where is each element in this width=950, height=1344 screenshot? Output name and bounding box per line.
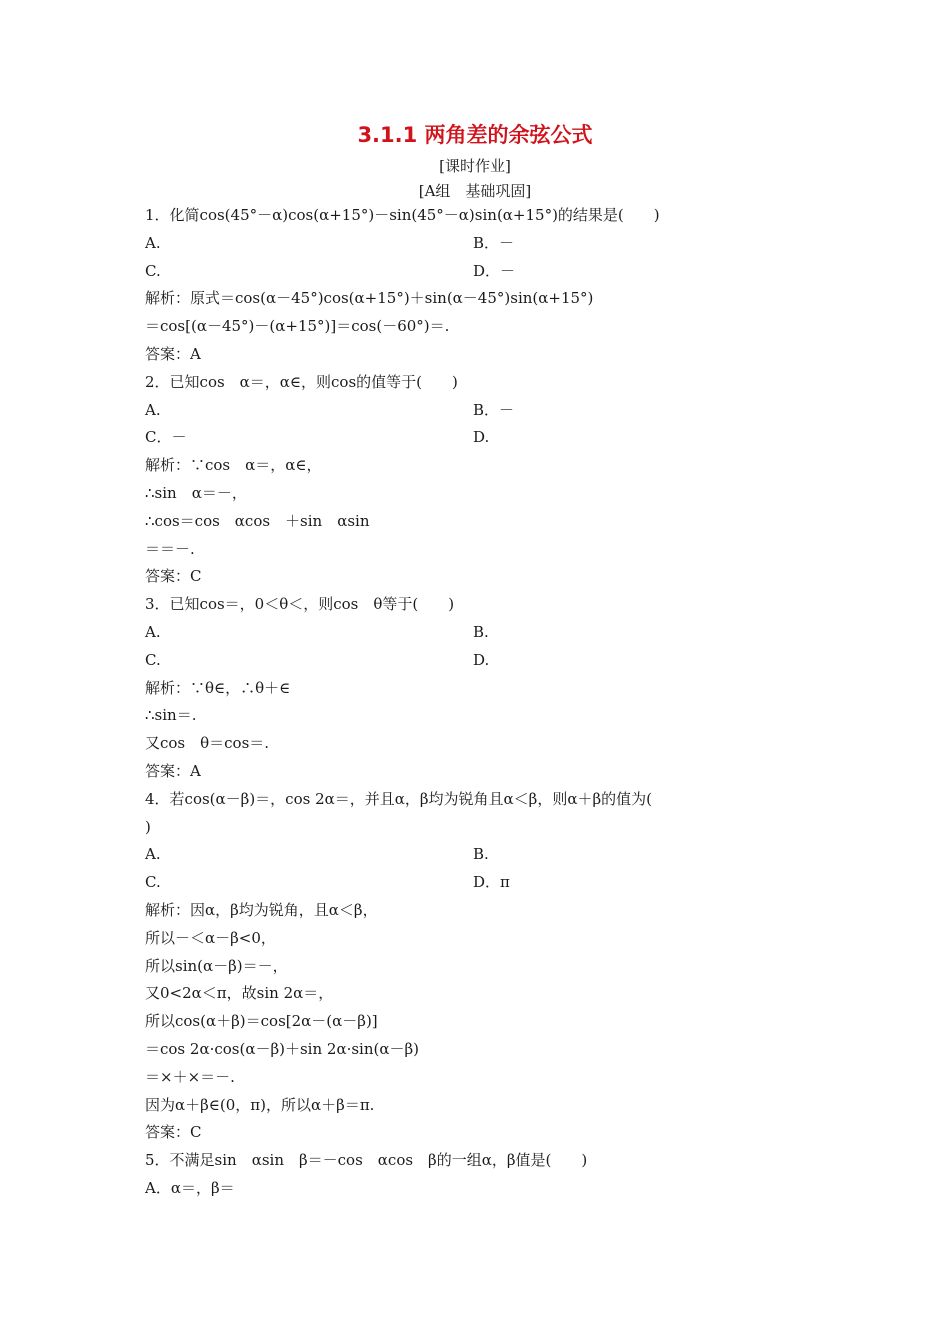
option-row bbox=[145, 424, 815, 452]
text-line: 所以sin(α－β)＝－， bbox=[145, 956, 288, 975]
text-line: 解析：因α，β均为锐角，且α＜β， bbox=[145, 900, 378, 919]
text-line: 又0<2α＜π，故sin 2α＝， bbox=[145, 984, 334, 1003]
text-line: ＝×＋×＝－. bbox=[145, 1067, 235, 1086]
text-line: 5．不满足sin αsin β＝－cos αcos β的一组α，β值是( ) bbox=[145, 1151, 588, 1170]
text-line: 所以－＜α－β<0， bbox=[145, 928, 276, 947]
text-line: ＝cos[(α－45°)－(α+15°)]＝cos(－60°)＝. bbox=[145, 317, 450, 336]
option-row bbox=[145, 258, 815, 286]
option-right: B. bbox=[473, 622, 489, 641]
option-left: A. bbox=[145, 845, 161, 864]
text-line: ∴sin α＝－， bbox=[145, 483, 247, 502]
option-row bbox=[145, 397, 815, 425]
text-line: 答案：C bbox=[145, 567, 202, 586]
text-line: 3．已知cos＝，0＜θ＜，则cos θ等于( ) bbox=[145, 595, 455, 614]
option-right: D．－ bbox=[473, 261, 516, 280]
group-heading: [A组 基础巩固] bbox=[418, 182, 532, 200]
option-left: C. bbox=[145, 873, 161, 892]
text-line: 答案：A bbox=[145, 761, 201, 780]
text-line: 解析：原式＝cos(α－45°)cos(α+15°)＋sin(α－45°)sin(α+15°) bbox=[145, 289, 594, 308]
option-row bbox=[145, 647, 815, 675]
option-right: B．－ bbox=[473, 233, 515, 252]
text-line: ∴cos＝cos αcos ＋sin αsin bbox=[145, 511, 370, 530]
text-line: 解析：∵θ∈，∴θ＋∈ bbox=[145, 678, 291, 697]
text-line: 因为α＋β∈(0，π)，所以α＋β＝π. bbox=[145, 1095, 375, 1114]
section-subtitle: [课时作业] bbox=[439, 157, 511, 175]
option-row bbox=[145, 619, 815, 647]
text-line: 答案：C bbox=[145, 1123, 202, 1142]
text-line: 答案：A bbox=[145, 344, 201, 363]
option-left: C．－ bbox=[145, 428, 187, 447]
option-right: D. bbox=[473, 650, 490, 669]
page-title: 3.1.1 两角差的余弦公式 bbox=[357, 123, 593, 147]
option-right: D．π bbox=[473, 873, 510, 892]
option-left: A. bbox=[145, 622, 161, 641]
text-line: 1．化简cos(45°－α)cos(α+15°)－sin(45°－α)sin(α+15°)的结果是( ) bbox=[145, 206, 660, 224]
option-left: C. bbox=[145, 261, 161, 280]
text-line: 2．已知cos α＝，α∈，则cos的值等于( ) bbox=[145, 372, 458, 391]
option-left: A. bbox=[145, 233, 161, 252]
option-right: B．－ bbox=[473, 400, 515, 419]
exercise-content bbox=[145, 202, 815, 1203]
option-left: C. bbox=[145, 650, 161, 669]
text-line: 4．若cos(α－β)＝，cos 2α＝，并且α，β均为锐角且α＜β，则α＋β的值为( bbox=[145, 789, 653, 808]
text-line: 所以cos(α＋β)＝cos[2α－(α－β)] bbox=[145, 1012, 378, 1031]
option-row bbox=[145, 230, 815, 258]
option-right: D. bbox=[473, 428, 490, 447]
text-line: ＝＝－. bbox=[145, 539, 195, 558]
option-row bbox=[145, 841, 815, 869]
option-right: B. bbox=[473, 845, 489, 864]
option-row bbox=[145, 869, 815, 897]
text-line: A．α＝，β＝ bbox=[145, 1178, 235, 1197]
text-line: ∴sin＝. bbox=[145, 706, 197, 725]
text-line: ＝cos 2α·cos(α－β)＋sin 2α·sin(α－β) bbox=[145, 1039, 419, 1058]
text-line: 又cos θ＝cos＝. bbox=[145, 734, 270, 753]
option-left: A. bbox=[145, 400, 161, 419]
text-line: ) bbox=[145, 817, 151, 836]
text-line: 解析：∵cos α＝，α∈， bbox=[145, 456, 322, 475]
